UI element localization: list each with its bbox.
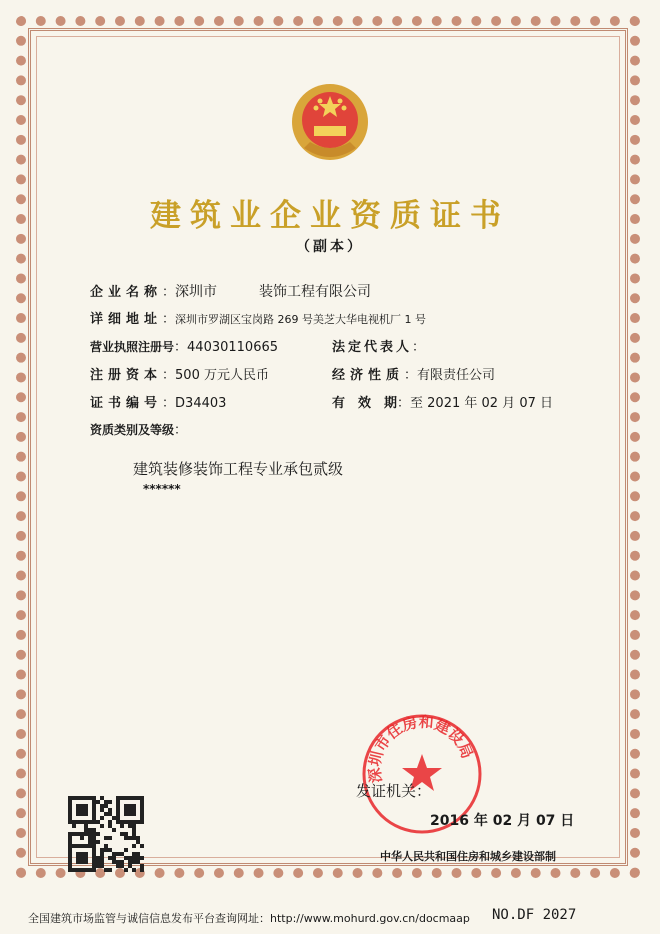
certificate-title: 建筑业企业资质证书 [150, 198, 510, 234]
economic-nature-label: 经济性质 [332, 368, 405, 383]
footer-query-url: 全国建筑市场监管与诚信信息发布平台查询网址：http://www.mohurd.gov.cn/docmaap [28, 912, 470, 925]
company-name-value: 深圳市 装饰工程有限公司 [175, 284, 372, 300]
capital-row: 注册资本：500 万元人民币 [90, 368, 269, 383]
validity-label: 有 效 期 [332, 396, 398, 411]
qr-code-icon [68, 796, 144, 872]
legal-rep-row: 法定代表人： [332, 340, 426, 355]
company-name-label: 企业名称 [90, 285, 163, 300]
serial-number: NO.DF 2027 [492, 907, 577, 923]
address-label: 详细地址 [90, 312, 163, 327]
national-emblem-icon [290, 82, 370, 166]
address-row: 详细地址：深圳市罗湖区宝岗路 269 号美芝大华电视机厂 1 号 [90, 312, 427, 327]
license-label: 营业执照注册号 [90, 340, 175, 354]
license-row: 营业执照注册号：44030110665 [90, 340, 279, 355]
seal-text: 深圳市住房和建设局 [365, 712, 477, 785]
license-value: 44030110665 [187, 340, 279, 355]
company-name-row: 企业名称：深圳市 装饰工程有限公司 [90, 284, 372, 300]
qualification-mask: ****** [143, 482, 181, 496]
legal-rep-label: 法定代表人 [332, 340, 413, 355]
validity-value: 至 2021 年 02 月 07 日 [410, 396, 553, 411]
capital-label: 注册资本 [90, 368, 163, 383]
qualification-value: 建筑装修装饰工程专业承包贰级 [133, 460, 344, 478]
economic-nature-value: 有限责任公司 [417, 368, 496, 383]
issuer-label: 发证机关： [356, 782, 432, 800]
address-value: 深圳市罗湖区宝岗路 269 号美芝大华电视机厂 1 号 [175, 313, 427, 326]
qualification-row: 资质类别及等级： [90, 423, 188, 438]
economic-nature-row: 经济性质：有限责任公司 [332, 368, 496, 383]
validity-row: 有 效 期：至 2021 年 02 月 07 日 [332, 396, 553, 411]
cert-no-row: 证书编号：D34403 [90, 396, 227, 411]
issue-date: 2016 年 02 月 07 日 [430, 813, 575, 829]
cert-no-label: 证书编号 [90, 396, 163, 411]
certificate-subtitle: （副本） [296, 239, 364, 255]
cert-no-value: D34403 [175, 396, 227, 411]
maker-text: 中华人民共和国住房和城乡建设部制 [380, 850, 556, 863]
capital-value: 500 万元人民币 [175, 368, 269, 383]
qualification-label: 资质类别及等级 [90, 423, 175, 437]
